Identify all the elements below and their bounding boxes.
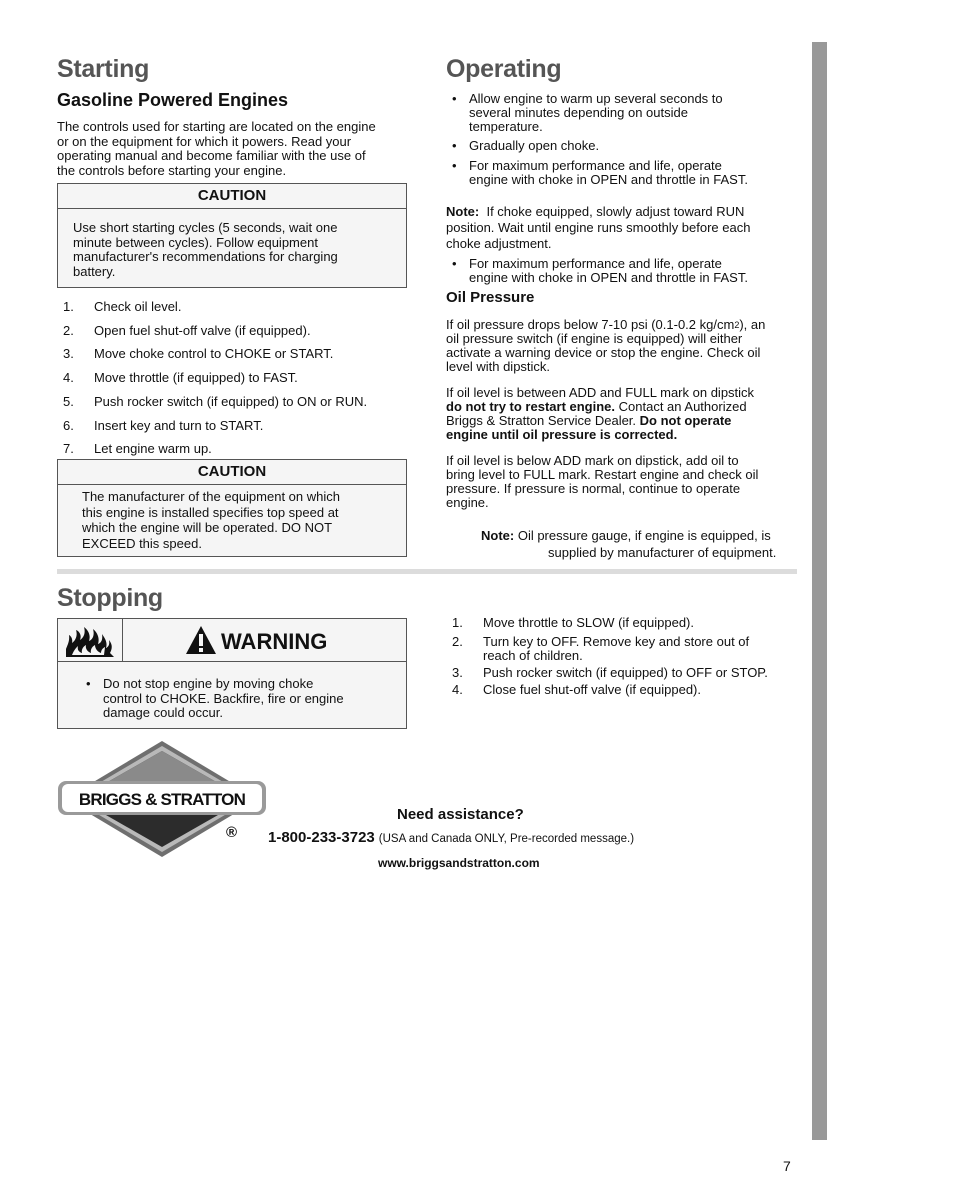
list-item: 5. Push rocker switch (if equipped) to ON or RUN.	[63, 393, 368, 409]
list-item: 4. Close fuel shut-off valve (if equipped).	[452, 682, 701, 697]
list-item: 3. Push rocker switch (if equipped) to OFF or STOP.	[452, 665, 768, 680]
list-item: • Allow engine to warm up several seconds to several minutes depending on outside temperature.	[452, 91, 723, 134]
caution-header: CAUTION	[58, 184, 406, 209]
operating-bullets	[446, 92, 748, 187]
list-item: 3. Move choke control to CHOKE or START.	[63, 346, 334, 362]
phone-note: (USA and Canada ONLY, Pre-recorded message.)	[378, 833, 635, 845]
list-item: 1. Move throttle to SLOW (if equipped).	[452, 615, 694, 630]
operating-title: Operating	[446, 55, 562, 83]
page-edge-bar	[812, 42, 827, 1140]
section-divider	[57, 569, 797, 574]
warning-box	[57, 618, 407, 729]
gasoline-engines-subtitle: Gasoline Powered Engines	[57, 90, 289, 110]
page-number: 7	[783, 1158, 791, 1174]
warning-triangle-icon	[185, 625, 217, 655]
oil-pressure-para-3: If oil level is below ADD mark on dipstick, add oil to bring level to FULL mark. Restart engine and check oil pressure. If pressure is normal, continue to operate engine.	[446, 453, 759, 510]
oil-pressure-para-2: If oil level is between ADD and FULL mark on dipstick do not try to restart engine. Contact an Authorized Briggs & Stratton Service Dealer. Do not operate engine until oil pressure is corrected.	[446, 385, 755, 442]
oil-pressure-para-1: If oil pressure drops below 7-10 psi (0.1-0.2 kg/cm2), an oil pressure switch (if engine is equipped) will either activate a warning device or stop the engine. Check oil level with dipstick.	[446, 317, 766, 374]
operating-bullet-after-note	[446, 257, 748, 285]
oil-pressure-subtitle: Oil Pressure	[446, 289, 535, 306]
starting-steps-list	[57, 295, 367, 461]
fire-icon	[58, 619, 122, 661]
oil-pressure-note: Note: Oil pressure gauge, if engine is equipped, is supplied by manufacturer of equipment.	[481, 528, 777, 560]
caution-box-starting-cycles	[57, 183, 407, 288]
operating-note: Note: If choke equipped, slowly adjust toward RUN position. Wait until engine runs smoothly before each choke adjustment.	[446, 204, 751, 251]
list-item: • For maximum performance and life, operate engine with choke in OPEN and throttle in FAST.	[452, 256, 748, 285]
phone-line	[268, 829, 634, 847]
warning-bullets	[80, 677, 344, 721]
stopping-steps-list	[446, 616, 768, 697]
list-item: • Gradually open choke.	[452, 138, 600, 153]
stopping-title: Stopping	[57, 584, 163, 612]
list-item: • Do not stop engine by moving choke control to CHOKE. Backfire, fire or engine damage could occur.	[86, 676, 344, 720]
list-item: 4. Move throttle (if equipped) to FAST.	[63, 370, 298, 386]
list-item: • For maximum performance and life, operate engine with choke in OPEN and throttle in FAST.	[452, 158, 748, 187]
registered-mark: ®	[226, 824, 238, 841]
caution-header: CAUTION	[58, 460, 406, 485]
list-item: 1. Check oil level.	[63, 299, 182, 314]
list-item: 7. Let engine warm up.	[63, 441, 212, 457]
starting-title: Starting	[57, 55, 150, 83]
starting-intro: The controls used for starting are located on the engine or on the equipment for which it powers. Read your operating manual and become familiar with the use of the controls before starting your engine.	[57, 119, 376, 178]
caution-text: The manufacturer of the equipment on which this engine is installed specifies top speed at which the engine will be operated. DO NOT EXCEED this speed.	[82, 489, 340, 551]
need-assistance-title: Need assistance?	[397, 806, 524, 823]
briggs-stratton-logo	[56, 739, 268, 859]
logo-text: BRIGGS & STRATTON	[78, 790, 246, 809]
warning-label: WARNING	[221, 629, 328, 654]
caution-box-top-speed	[57, 459, 407, 557]
list-item: 2. Turn key to OFF. Remove key and store out of reach of children.	[452, 634, 750, 663]
list-item: 6. Insert key and turn to START.	[63, 417, 264, 433]
warning-header	[123, 619, 407, 662]
caution-text: Use short starting cycles (5 seconds, wait one minute between cycles). Follow equipment manufacturer's recommendations for charging battery.	[73, 220, 338, 279]
list-item: 2. Open fuel shut-off valve (if equipped).	[63, 322, 311, 338]
website-link[interactable]: www.briggsandstratton.com	[378, 856, 540, 870]
phone-number[interactable]: 1-800-233-3723	[268, 829, 375, 846]
fire-hazard-cell	[58, 619, 123, 662]
